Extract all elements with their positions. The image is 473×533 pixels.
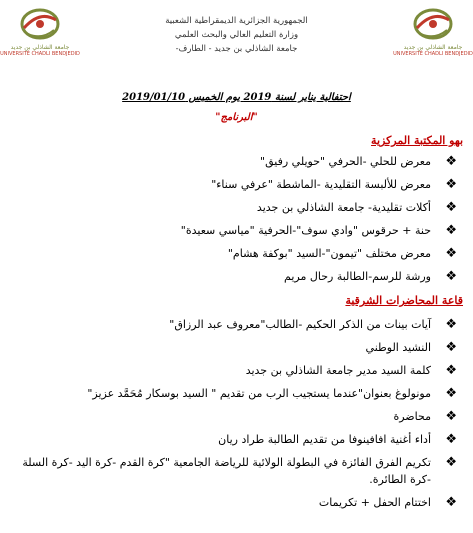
logo-name-fr: UNIVERSITÉ CHADLI BENDJEDID (393, 51, 473, 57)
section-heading-library: بهو المكتبة المركزية (371, 134, 463, 147)
list-item: ❖ النشيد الوطني (14, 336, 459, 359)
list-item: ❖ أكلات تقليدية- جامعة الشاذلي بن جديد (14, 196, 459, 219)
header-republic: الجمهورية الجزائرية الديمقراطية الشعبية (165, 16, 308, 26)
list-item: ❖ آيات بينات من الذكر الحكيم -الطالب"معروف عبد الرزاق" (14, 313, 459, 336)
header-university: جامعة الشاذلي بن جديد - الطارف- (175, 44, 298, 54)
document-title-text: احتفالية يناير لسنة 2019 يوم الخميس 2019/01/10 (122, 92, 351, 103)
list-item: ❖ معرض مختلف "تيمون"-السيد "بوكفة هشام" (14, 242, 459, 265)
university-logo-left (0, 6, 80, 64)
diamond-bullet-icon: ❖ (445, 154, 457, 169)
diamond-bullet-icon: ❖ (445, 246, 457, 261)
list-item: ❖ كلمة السيد مدير جامعة الشاذلي بن جديد (14, 359, 459, 382)
diamond-bullet-icon: ❖ (445, 317, 457, 332)
logo-name-ar: جامعة الشاذلي بن جديد (10, 44, 70, 51)
list-item: ❖ أداء أغنية افافينوفا من تقديم الطالبة طراد ريان (14, 428, 459, 451)
university-emblem-icon (411, 6, 455, 44)
list-item: ❖ محاضرة (14, 405, 459, 428)
diamond-bullet-icon: ❖ (445, 269, 457, 284)
program-subtitle: "البرنامج" (215, 112, 258, 123)
diamond-bullet-icon: ❖ (445, 386, 457, 401)
logo-name-ar: جامعة الشاذلي بن جديد (403, 44, 463, 51)
diamond-bullet-icon: ❖ (445, 223, 457, 238)
list-item: ❖ تكريم الفرق الفائزة في البطولة الولائية للرياضة الجامعية "كرة القدم -كرة اليد -كرة السلة -كرة الطائرة. (22, 455, 457, 486)
section-list-library (14, 150, 459, 288)
section-list-lecture-hall (14, 313, 459, 514)
document-title (0, 92, 473, 103)
list-item: ❖ حنة + حرقوس "وادي سوف"-الحرفية "مياسي سعيدة" (14, 219, 459, 242)
list-item: ❖ معرض للألبسة التقليدية -الماشطة "عرفي سناء" (14, 173, 459, 196)
diamond-bullet-icon: ❖ (445, 340, 457, 355)
logo-name-fr: UNIVERSITÉ CHADLI BENDJEDID (0, 51, 80, 57)
diamond-bullet-icon: ❖ (445, 177, 457, 192)
section-heading-lecture-hall: قاعة المحاضرات الشرقية (345, 294, 463, 307)
list-item: ❖ معرض للحلي -الحرفي "حويلي رفيق" (14, 150, 459, 173)
diamond-bullet-icon: ❖ (445, 432, 457, 447)
document-header (110, 14, 363, 56)
list-item: ❖ مونولوغ بعنوان"عندما يستجيب الرب من تقديم " السيد بوسكار مُحَمَّد عزيز" (14, 382, 459, 405)
diamond-bullet-icon: ❖ (445, 200, 457, 215)
diamond-bullet-icon: ❖ (445, 409, 457, 424)
diamond-bullet-icon: ❖ (445, 455, 457, 470)
diamond-bullet-icon: ❖ (445, 363, 457, 378)
list-item: ❖ اختتام الحفل + تكريمات (14, 491, 459, 514)
diamond-bullet-icon: ❖ (445, 495, 457, 510)
header-ministry: وزارة التعليم العالي والبحث العلمي (174, 30, 299, 40)
university-logo-right (393, 6, 473, 64)
university-emblem-icon (18, 6, 62, 44)
list-item: ❖ ورشة للرسم-الطالبة رحال مريم (14, 265, 459, 288)
